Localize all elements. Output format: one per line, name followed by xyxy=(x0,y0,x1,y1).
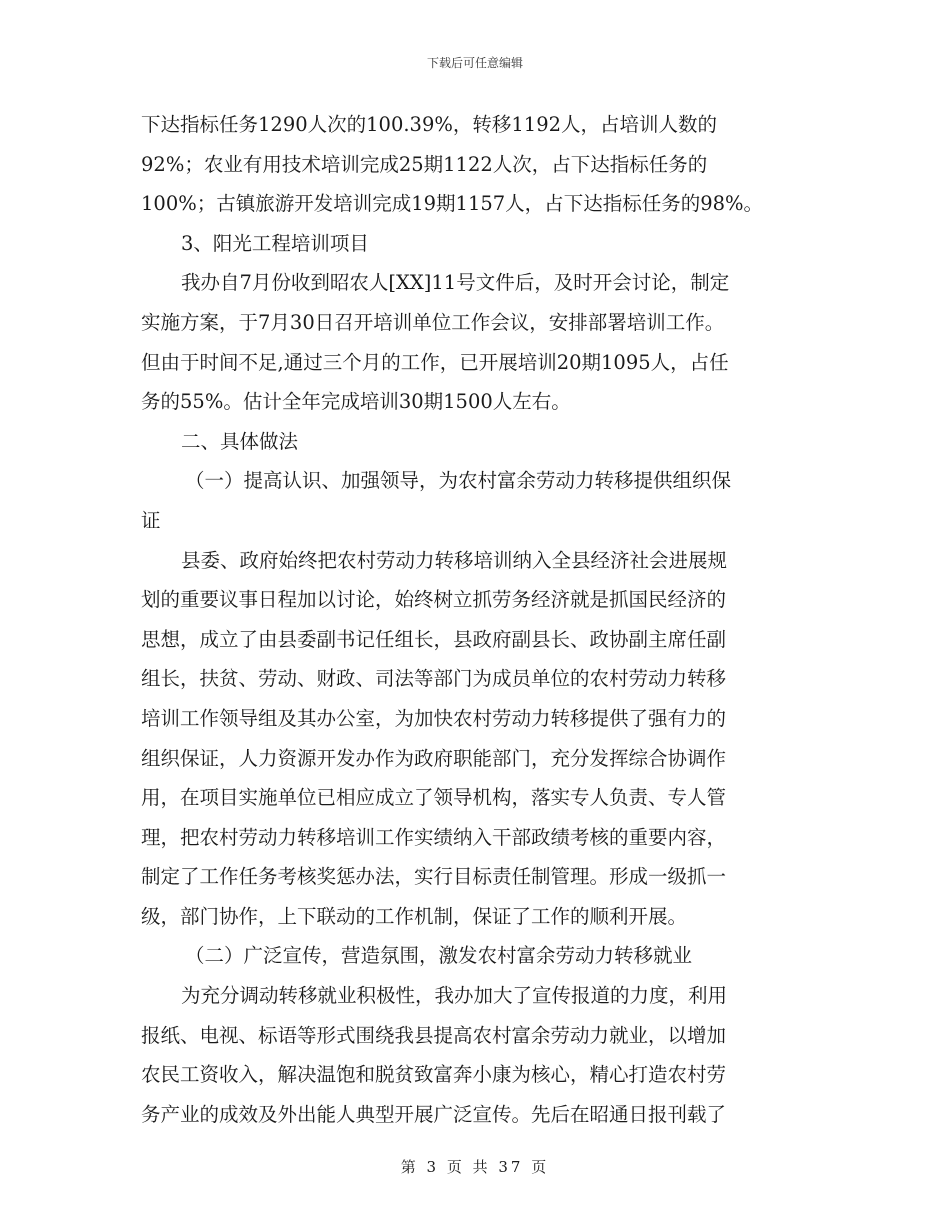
text-line: 实施方案，于7月30日召开培训单位工作会议，安排部署培训工作。 xyxy=(141,310,725,334)
page-footer: 第 3 页 共 37 页 xyxy=(400,1158,550,1176)
text-line: （一）提高认识、加强领导，为农村富余劳动力转移提供组织保 xyxy=(185,469,732,493)
text-line: 用，在项目实施单位已相应成立了领导机构，落实专人负责、专人管 xyxy=(141,786,727,810)
text-line: 3、阳光工程培训项目 xyxy=(181,231,369,255)
text-line: 组长，扶贫、劳动、财政、司法等部门为成员单位的农村劳动力转移 xyxy=(141,667,727,691)
text-line: 组织保证，人力资源开发办作为政府职能部门，充分发挥综合协调作 xyxy=(141,746,727,770)
text-line: 农民工资收入，解决温饱和脱贫致富奔小康为核心，精心打造农村劳 xyxy=(141,1063,727,1087)
text-line: 我办自7月份收到昭农人[XX]11号文件后，及时开会讨论，制定 xyxy=(181,271,730,295)
text-line: 培训工作领导组及其办公室，为加快农村劳动力转移提供了强有力的 xyxy=(141,706,727,730)
text-line: 理，把农村劳动力转移培训工作实绩纳入干部政绩考核的重要内容， xyxy=(141,825,727,849)
text-line: 制定了工作任务考核奖惩办法，实行目标责任制管理。形成一级抓一 xyxy=(141,865,727,889)
text-line: 为充分调动转移就业积极性，我办加大了宣传报道的力度，利用 xyxy=(181,984,728,1008)
document-body xyxy=(141,105,801,1134)
page-header: 下载后可任意编辑 xyxy=(426,56,523,70)
text-line: 100%；古镇旅游开发培训完成19期1157人，占下达指标任务的98%。 xyxy=(141,192,764,216)
text-line: 务的55%。估计全年完成培训30期1500人左右。 xyxy=(141,390,571,414)
text-line: 报纸、电视、标语等形式围绕我县提高农村富余劳动力就业，以增加 xyxy=(141,1023,727,1047)
text-line: （二）广泛宣传，营造氛围，激发农村富余劳动力转移就业 xyxy=(185,944,693,968)
text-line: 92%；农业有用技术培训完成25期1122人次，占下达指标任务的 xyxy=(141,152,708,176)
text-line: 务产业的成效及外出能人典型开展广泛宣传。先后在昭通日报刊载了 xyxy=(141,1102,727,1126)
text-line: 但由于时间不足,通过三个月的工作，已开展培训20期1095人，占任 xyxy=(141,350,729,374)
text-line: 证 xyxy=(141,508,161,532)
text-line: 二、具体做法 xyxy=(181,429,299,453)
text-line: 划的重要议事日程加以讨论，始终树立抓劳务经济就是抓国民经济的 xyxy=(141,588,727,612)
text-line: 县委、政府始终把农村劳动力转移培训纳入全县经济社会进展规 xyxy=(181,548,728,572)
text-line: 级，部门协作，上下联动的工作机制，保证了工作的顺利开展。 xyxy=(141,904,688,928)
text-line: 下达指标任务1290人次的100.39%，转移1192人，占培训人数的 xyxy=(141,113,718,136)
text-line: 思想，成立了由县委副书记任组长，县政府副县长、政协副主席任副 xyxy=(141,627,727,651)
